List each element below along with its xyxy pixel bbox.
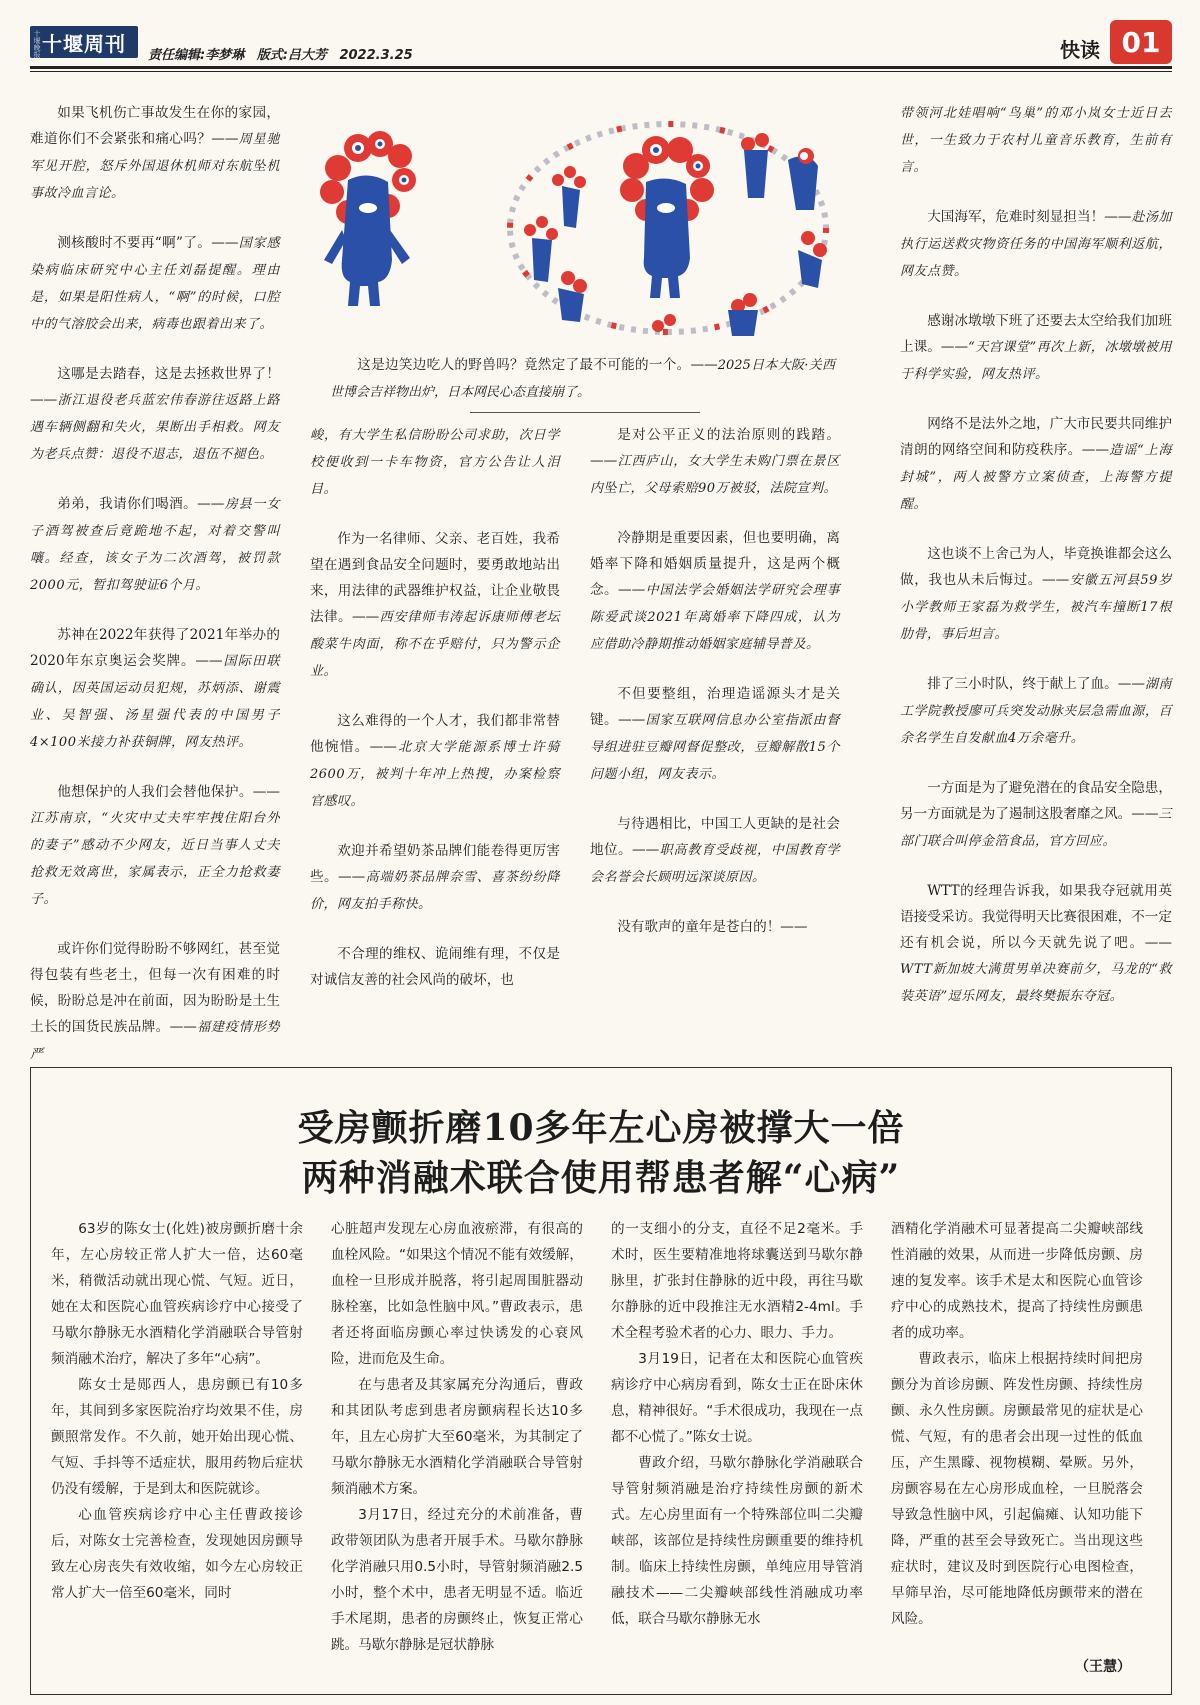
quote-text: 冷静期是重要因素，但也要明确，离婚率下降和婚姻质量提升，这是两个概念。—— xyxy=(590,530,840,598)
quote-source: 职高教育受歧视，中国教育学会名誉会长顾明远深谈原因。 xyxy=(590,843,840,885)
quote-text: 一方面是为了避免潜在的食品安全隐患，另一方面就是为了遏制这股奢靡之风。—— xyxy=(900,780,1172,822)
quote-item xyxy=(30,491,280,599)
quote-item xyxy=(900,775,1172,855)
quote-text: 感谢冰墩墩下班了还要去太空给我们加班上课。—— xyxy=(900,313,1172,355)
article-paragraph: 在与患者及其家属充分沟通后，曹政和其团队考虑到患者房颤病程长达10多年，且左心房扩大至60毫米，为其制定了马歇尔静脉无水酒精化学消融联合导管射频消融术方案。 xyxy=(331,1377,583,1497)
quote-column-2 xyxy=(310,422,560,1016)
quote-source: 西安律师韦涛起诉康师傅老坛酸菜牛肉面，称不在乎赔付，只为警示企业。 xyxy=(310,610,560,679)
quote-text: 排了三小时队，终于献上了血。—— xyxy=(927,676,1145,692)
quote-text: 测核酸时不要再“啊”了。—— xyxy=(57,235,239,251)
masthead-rule xyxy=(30,66,1172,69)
quote-text: 作为一名律师、父亲、老百姓，我希望在遇到食品安全问题时，要勇敢地站出来，用法律的武器维护权益，让企业敬畏法律。—— xyxy=(310,531,560,625)
quote-text: 或许你们觉得盼盼不够网红，甚至觉得包装有些老土，但每一次有困难的时候，盼盼总是冲在前面，因为盼盼是土生土长的国货民族品牌。—— xyxy=(30,941,280,1035)
quote-text: 与待遇相比，中国工人更缺的是社会地位。—— xyxy=(590,816,840,858)
article-paragraph: 3月17日，经过充分的术前准备，曹政带领团队为患者开展手术。马歇尔静脉化学消融只用0.5小时，导管射频消融2.5小时，整个术中，患者无明显不适。临近手术尾期，患者的房颤终止，恢复正常心跳。马歇尔静脉是冠状静脉 xyxy=(331,1507,583,1653)
quote-text: 弟弟，我请你们喝酒。—— xyxy=(57,496,225,512)
masthead xyxy=(30,20,1172,68)
quote-source: 赴汤加执行运送救灾物资任务的中国海军顺利返航，网友点赞。 xyxy=(900,210,1172,279)
editor-credit: 责任编辑:李梦琳 xyxy=(148,48,245,63)
quote-item xyxy=(310,941,560,993)
paper-name: 十堰周刊 xyxy=(42,31,126,56)
quote-text: 是对公平正义的法治原则的践踏。—— xyxy=(590,427,840,469)
paper-logo xyxy=(30,26,138,58)
article-paragraph: 的一支细小的分支，直径不足2毫米。手术时，医生要精准地将球囊送到马歇尔静脉里，扩张封住静脉的近中段，再往马歇尔静脉的近中段推注无水酒精2-4ml。手术全程考验术者的心力、眼力、手力。 xyxy=(611,1221,863,1341)
logo-small-text: 十堰晚报 xyxy=(33,30,41,58)
quote-item xyxy=(30,936,280,1068)
quote-column-1 xyxy=(30,100,280,1091)
quote-source: 湖南工学院教授廖可兵突发动脉夹层急需血源，百余名学生自发献血4万余毫升。 xyxy=(900,677,1172,746)
quote-source: 高端奶茶品牌奈雪、喜茶纷纷降价，网友拍手称快。 xyxy=(310,870,560,912)
quote-source: 国际田联确认，因英国运动员犯规，苏炳添、谢震业、吴智强、汤星强代表的中国男子4×100米接力补获铜牌，网友热评。 xyxy=(30,654,280,750)
expo-mascot-icon xyxy=(318,110,848,346)
quote-source: 江西庐山，女大学生未购门票在景区内坠亡，父母索赔90万被驳，法院宣判。 xyxy=(590,454,840,496)
headline-line-1: 受房颤折磨10多年左心房被撑大一倍 xyxy=(297,1107,905,1149)
quote-source: 国家互联网信息办公室指派由督导组进驻豆瓣网督促整改，豆瓣解散15个问题小组，网友表示。 xyxy=(590,713,840,782)
layout-credit: 版式:吕大芳 xyxy=(256,48,327,63)
quote-item xyxy=(590,422,840,502)
article-paragraph: 酒精化学消融术可显著提高二尖瓣峡部线性消融的效果，从而进一步降低房颤、房速的复发率。该手术是太和医院心血管诊疗中心的成熟技术，提高了持续性房颤患者的成功率。 xyxy=(891,1221,1143,1341)
quote-text: 这也谈不上舍己为人，毕竟换谁都会这么做，我也从未后悔过。—— xyxy=(900,546,1172,588)
quote-item xyxy=(900,411,1172,518)
quote-item xyxy=(900,878,1172,1010)
quote-text: 不合理的维权、诡闹维有理，不仅是对诚信友善的社会风尚的破坏，也 xyxy=(310,946,560,988)
quote-item xyxy=(900,308,1172,388)
caption-quote: 这是边笑边吃人的野兽吗？竟然定了最不可能的一个。—— xyxy=(357,357,718,373)
quote-item xyxy=(310,838,560,918)
article-column-4 xyxy=(891,1216,1143,1632)
quote-item xyxy=(30,622,280,756)
credits xyxy=(148,44,421,63)
quote-item xyxy=(900,671,1172,752)
quote-source: 福建疫情形势严 xyxy=(30,1020,280,1062)
quote-text: 苏神在2022年获得了2021年举办的2020年东京奥运会奖牌。—— xyxy=(30,627,280,669)
quote-item xyxy=(30,100,280,207)
quote-source: 峻，有大学生私信盼盼公司求助，次日学校便收到一卡车物资，官方公告让人泪目。 xyxy=(310,428,560,497)
article-paragraph: 曹政介绍，马歇尔静脉化学消融联合导管射频消融是治疗持续性房颤的新术式。左心房里面有一个特殊部位叫二尖瓣峡部，该部位是持续性房颤重要的维持机制。临床上持续性房颤，单纯应用导管消融技术——二尖瓣峡部线性消融成功率低，联合马歇尔静脉无水 xyxy=(611,1455,863,1627)
article-paragraph: 63岁的陈女士(化姓)被房颤折磨十余年，左心房较正常人扩大一倍，达60毫米，稍微活动就出现心慌、气短。近日，她在太和医院心血管疾病诊疗中心接受了马歇尔静脉无水酒精化学消融联合导管射频消融术治疗，解决了多年“心病”。 xyxy=(51,1221,303,1367)
quote-item xyxy=(900,541,1172,648)
quote-text: 如果飞机伤亡事故发生在你的家园，难道你们不会紧张和痛心吗？—— xyxy=(30,105,280,147)
quote-source: 三部门联合叫停金箔食品，官方回应。 xyxy=(900,807,1172,849)
section-label: 快读 xyxy=(1060,38,1100,62)
quote-text: 他想保护的人我们会替他保护。—— xyxy=(57,784,280,800)
quote-text: 这么难得的一个人才，我们都非常替他惋惜。—— xyxy=(310,713,560,755)
caption-divider xyxy=(470,412,700,413)
quote-item xyxy=(30,361,280,468)
quote-source: 带领河北娃唱响“鸟巢”的邓小岚女士近日去世，一生致力于农村儿童音乐教育，生前有言。 xyxy=(900,106,1172,175)
article-column-3 xyxy=(611,1216,863,1632)
quote-text: 没有歌声的童年是苍白的！—— xyxy=(617,919,808,935)
issue-date: 2022.3.25 xyxy=(339,48,413,63)
quote-column-3 xyxy=(590,422,840,963)
quote-item xyxy=(590,681,840,788)
quote-text: 欢迎并希望奶茶品牌们能卷得更厉害些。—— xyxy=(310,843,560,885)
page-number: 01 xyxy=(1110,20,1172,64)
quote-text: 网络不是法外之地，广大市民要共同维护清朗的网络空间和防疫秩序。—— xyxy=(900,416,1172,458)
illustration-caption xyxy=(330,352,835,406)
quote-column-4 xyxy=(900,100,1172,1033)
quote-source: “天宫课堂”再次上新，冰墩墩被用于科学实验，网友热评。 xyxy=(900,340,1172,382)
quote-source: 国家感染病临床研究中心主任刘磊提醒。理由是，如果是阳性病人，“啊”的时候，口腔中的气溶胶会出来，病毒也跟着出来了。 xyxy=(30,236,280,332)
article-paragraph: 曹政表示，临床上根据持续时间把房颤分为首诊房颤、阵发性房颤、持续性房颤、永久性房颤。房颤最常见的症状是心慌、气短，有的患者会出现一过性的低血压，产生黑矇、视物模糊、晕厥。另外，房颤容易在左心房形成血栓，一旦脱落会导致急性脑中风，引起偏瘫、认知功能下降，严重的甚至会导致死亡。当出现这些症状时，建议及时到医院行心电图检查，早筛早治，尽可能地降低房颤带来的潜在风险。 xyxy=(891,1351,1143,1627)
quote-item xyxy=(590,811,840,891)
quote-source: 中国法学会婚姻法学研究会理事陈爱武谈2021年离婚率下降四成，认为应借助冷静期推动婚姻家庭辅导普及。 xyxy=(590,583,840,652)
quote-item xyxy=(590,914,840,940)
quote-item xyxy=(590,525,840,658)
article-paragraph: 心血管疾病诊疗中心主任曹政接诊后，对陈女士完善检查，发现她因房颤导致左心房丧失有效收缩，如今左心房较正常人扩大一倍至60毫米，同时 xyxy=(51,1507,303,1601)
quote-item xyxy=(310,708,560,815)
article-paragraph: 心脏超声发现左心房血液瘀滞，有很高的血栓风险。“如果这个情况不能有效缓解，血栓一旦形成并脱落，将引起周围脏器动脉栓塞，比如急性脑中风。”曹政表示，患者还将面临房颤心率过快诱发的心衰风险，进而危及生命。 xyxy=(331,1221,583,1367)
feature-article xyxy=(30,1067,1172,1695)
quote-source: 造谣“上海封城”，两人被警方立案侦查，上海警方提醒。 xyxy=(900,443,1172,512)
article-paragraph: 陈女士是郧西人，患房颤已有10多年，其间到多家医院治疗均效果不佳，房颤照常发作。不久前，她开始出现心慌、气短、手抖等不适症状，服用药物后症状仍没有缓解，于是到太和医院就诊。 xyxy=(51,1377,303,1497)
article-column-1 xyxy=(51,1216,303,1606)
quote-source: 安徽五河县59岁小学教师王家磊为救学生，被汽车撞断17根肋骨，事后坦言。 xyxy=(900,573,1172,642)
article-paragraph: 3月19日，记者在太和医院心血管疾病诊疗中心病房看到，陈女士正在卧床休息，精神很好。“手术很成功，我现在一点都不心慌了。”陈女士说。 xyxy=(611,1351,863,1445)
byline: （王慧） xyxy=(1075,1659,1131,1675)
quote-item xyxy=(30,779,280,913)
headline-line-2: 两种消融术联合使用帮患者解“心病” xyxy=(301,1157,901,1199)
quote-source: 房县一女子酒驾被查后竟跪地不起，对着交警叫嚷。经查，该女子为二次酒驾，被罚款2000元，暂扣驾驶证6个月。 xyxy=(30,497,280,593)
quote-source: 周星驰军见开腔，怒斥外国退休机师对东航坠机事故冷血言论。 xyxy=(30,132,280,201)
quote-text: 不但要整组，治理造谣源头才是关键。—— xyxy=(590,686,840,728)
quote-item xyxy=(310,526,560,685)
quote-item xyxy=(900,100,1172,181)
quote-source: 江苏南京，“火灾中丈夫牢牢拽住阳台外的妻子”感动不少网友，近日当事人丈夫抢救无效离世，家属表示，正全力抢救妻子。 xyxy=(30,811,280,907)
quote-item xyxy=(30,230,280,338)
quote-text: WTT的经理告诉我，如果我夺冠就用英语接受采访。我觉得明天比赛很困难，不一定还有机会说，所以今天就先说了吧。—— xyxy=(900,883,1172,951)
quote-text: 这哪是去踏春，这是去拯救世界了！—— xyxy=(30,366,280,408)
quote-item xyxy=(900,204,1172,285)
quote-source: 浙江退役老兵蓝宏伟春游往返路上路遇车辆侧翻和失火，果断出手相救。网友为老兵点赞：退役不退志，退伍不褪色。 xyxy=(30,393,280,462)
quote-source: WTT新加坡大满贯男单决赛前夕，马龙的“救装英语”逗乐网友，最终樊振东夺冠。 xyxy=(900,962,1172,1004)
quote-source: 北京大学能源系博士许骑2600万，被判十年冲上热搜，办案检察官感叹。 xyxy=(310,740,560,809)
article-column-2 xyxy=(331,1216,583,1658)
masthead-rule-thin xyxy=(30,71,1172,72)
quote-item xyxy=(310,422,560,503)
quote-text: 大国海军，危难时刻显担当！—— xyxy=(927,209,1132,225)
caption-source: 2025日本大阪·关西世博会吉祥物出炉，日本网民心态直接崩了。 xyxy=(330,358,836,400)
